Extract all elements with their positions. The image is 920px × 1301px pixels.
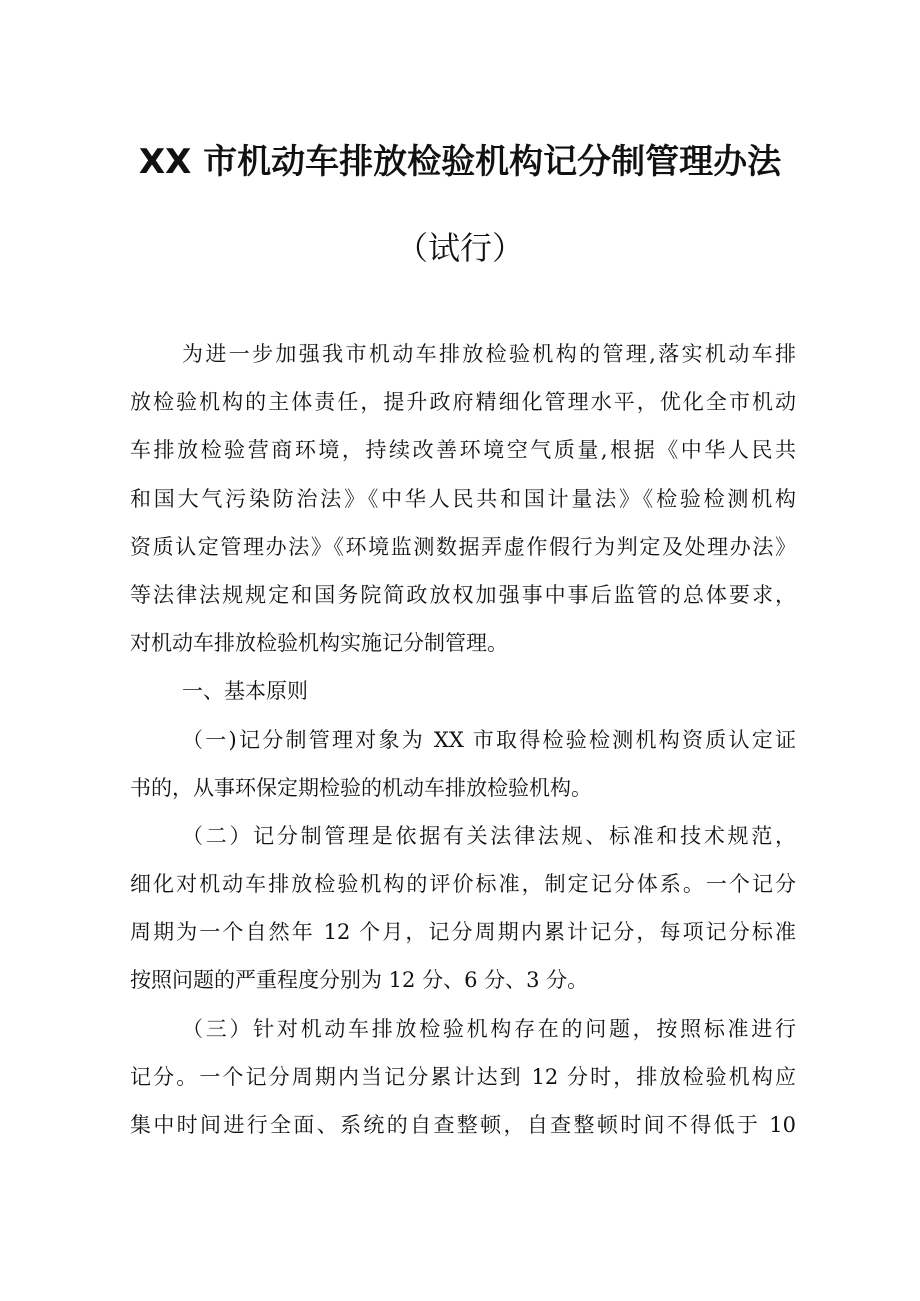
paragraph-line: 车排放检验营商环境，持续改善环境空气质量,根据《中华人民共 — [130, 438, 796, 463]
paragraph-line: 资质认定管理办法》《环境监测数据弄虚作假行为判定及处理办法》 — [130, 534, 796, 559]
document-body — [130, 330, 796, 1149]
paragraph-line: （三）针对机动车排放检验机构存在的问题，按照标准进行 — [182, 1016, 796, 1041]
paragraph-line: 细化对机动车排放检验机构的评价标准，制定记分体系。一个记分 — [130, 872, 796, 897]
section-heading: 一、基本原则 — [182, 679, 308, 704]
paragraph-line: （二）记分制管理是依据有关法律法规、标准和技术规范， — [182, 823, 796, 848]
paragraph-line: 和国大气污染防治法》《中华人民共和国计量法》《检验检测机构 — [130, 486, 796, 511]
paragraph-line: 放检验机构的主体责任，提升政府精细化管理水平，优化全市机动 — [130, 390, 796, 415]
paragraph-line: 书的，从事环保定期检验的机动车排放检验机构。 — [130, 775, 592, 800]
document-subtitle: （试行） — [395, 229, 524, 267]
paragraph-line: 按照问题的严重程度分别为 12 分、6 分、3 分。 — [130, 968, 589, 993]
paragraph-line: 等法律法规规定和国务院简政放权加强事中事后监管的总体要求， — [130, 582, 796, 607]
intro-paragraph — [130, 330, 796, 667]
paragraph-line: 周期为一个自然年 12 个月，记分周期内累计记分，每项记分标准 — [130, 920, 796, 945]
paragraph-line: （一)记分制管理对象为 XX 市取得检验检测机构资质认定证 — [182, 727, 796, 752]
paragraph-line: 为进一步加强我市机动车排放检验机构的管理,落实机动车排 — [182, 342, 796, 366]
item-2-paragraph — [130, 812, 796, 1005]
paragraph-line: 集中时间进行全面、系统的自查整顿，自查整顿时间不得低于 10 — [130, 1113, 796, 1137]
paragraph-line: 对机动车排放检验机构实施记分制管理。 — [130, 631, 508, 656]
paragraph-line: 记分。一个记分周期内当记分累计达到 12 分时，排放检验机构应 — [130, 1064, 796, 1089]
item-3-paragraph — [130, 1005, 796, 1150]
document-title: XX 市机动车排放检验机构记分制管理办法 — [138, 142, 782, 182]
item-1-paragraph — [130, 716, 796, 812]
